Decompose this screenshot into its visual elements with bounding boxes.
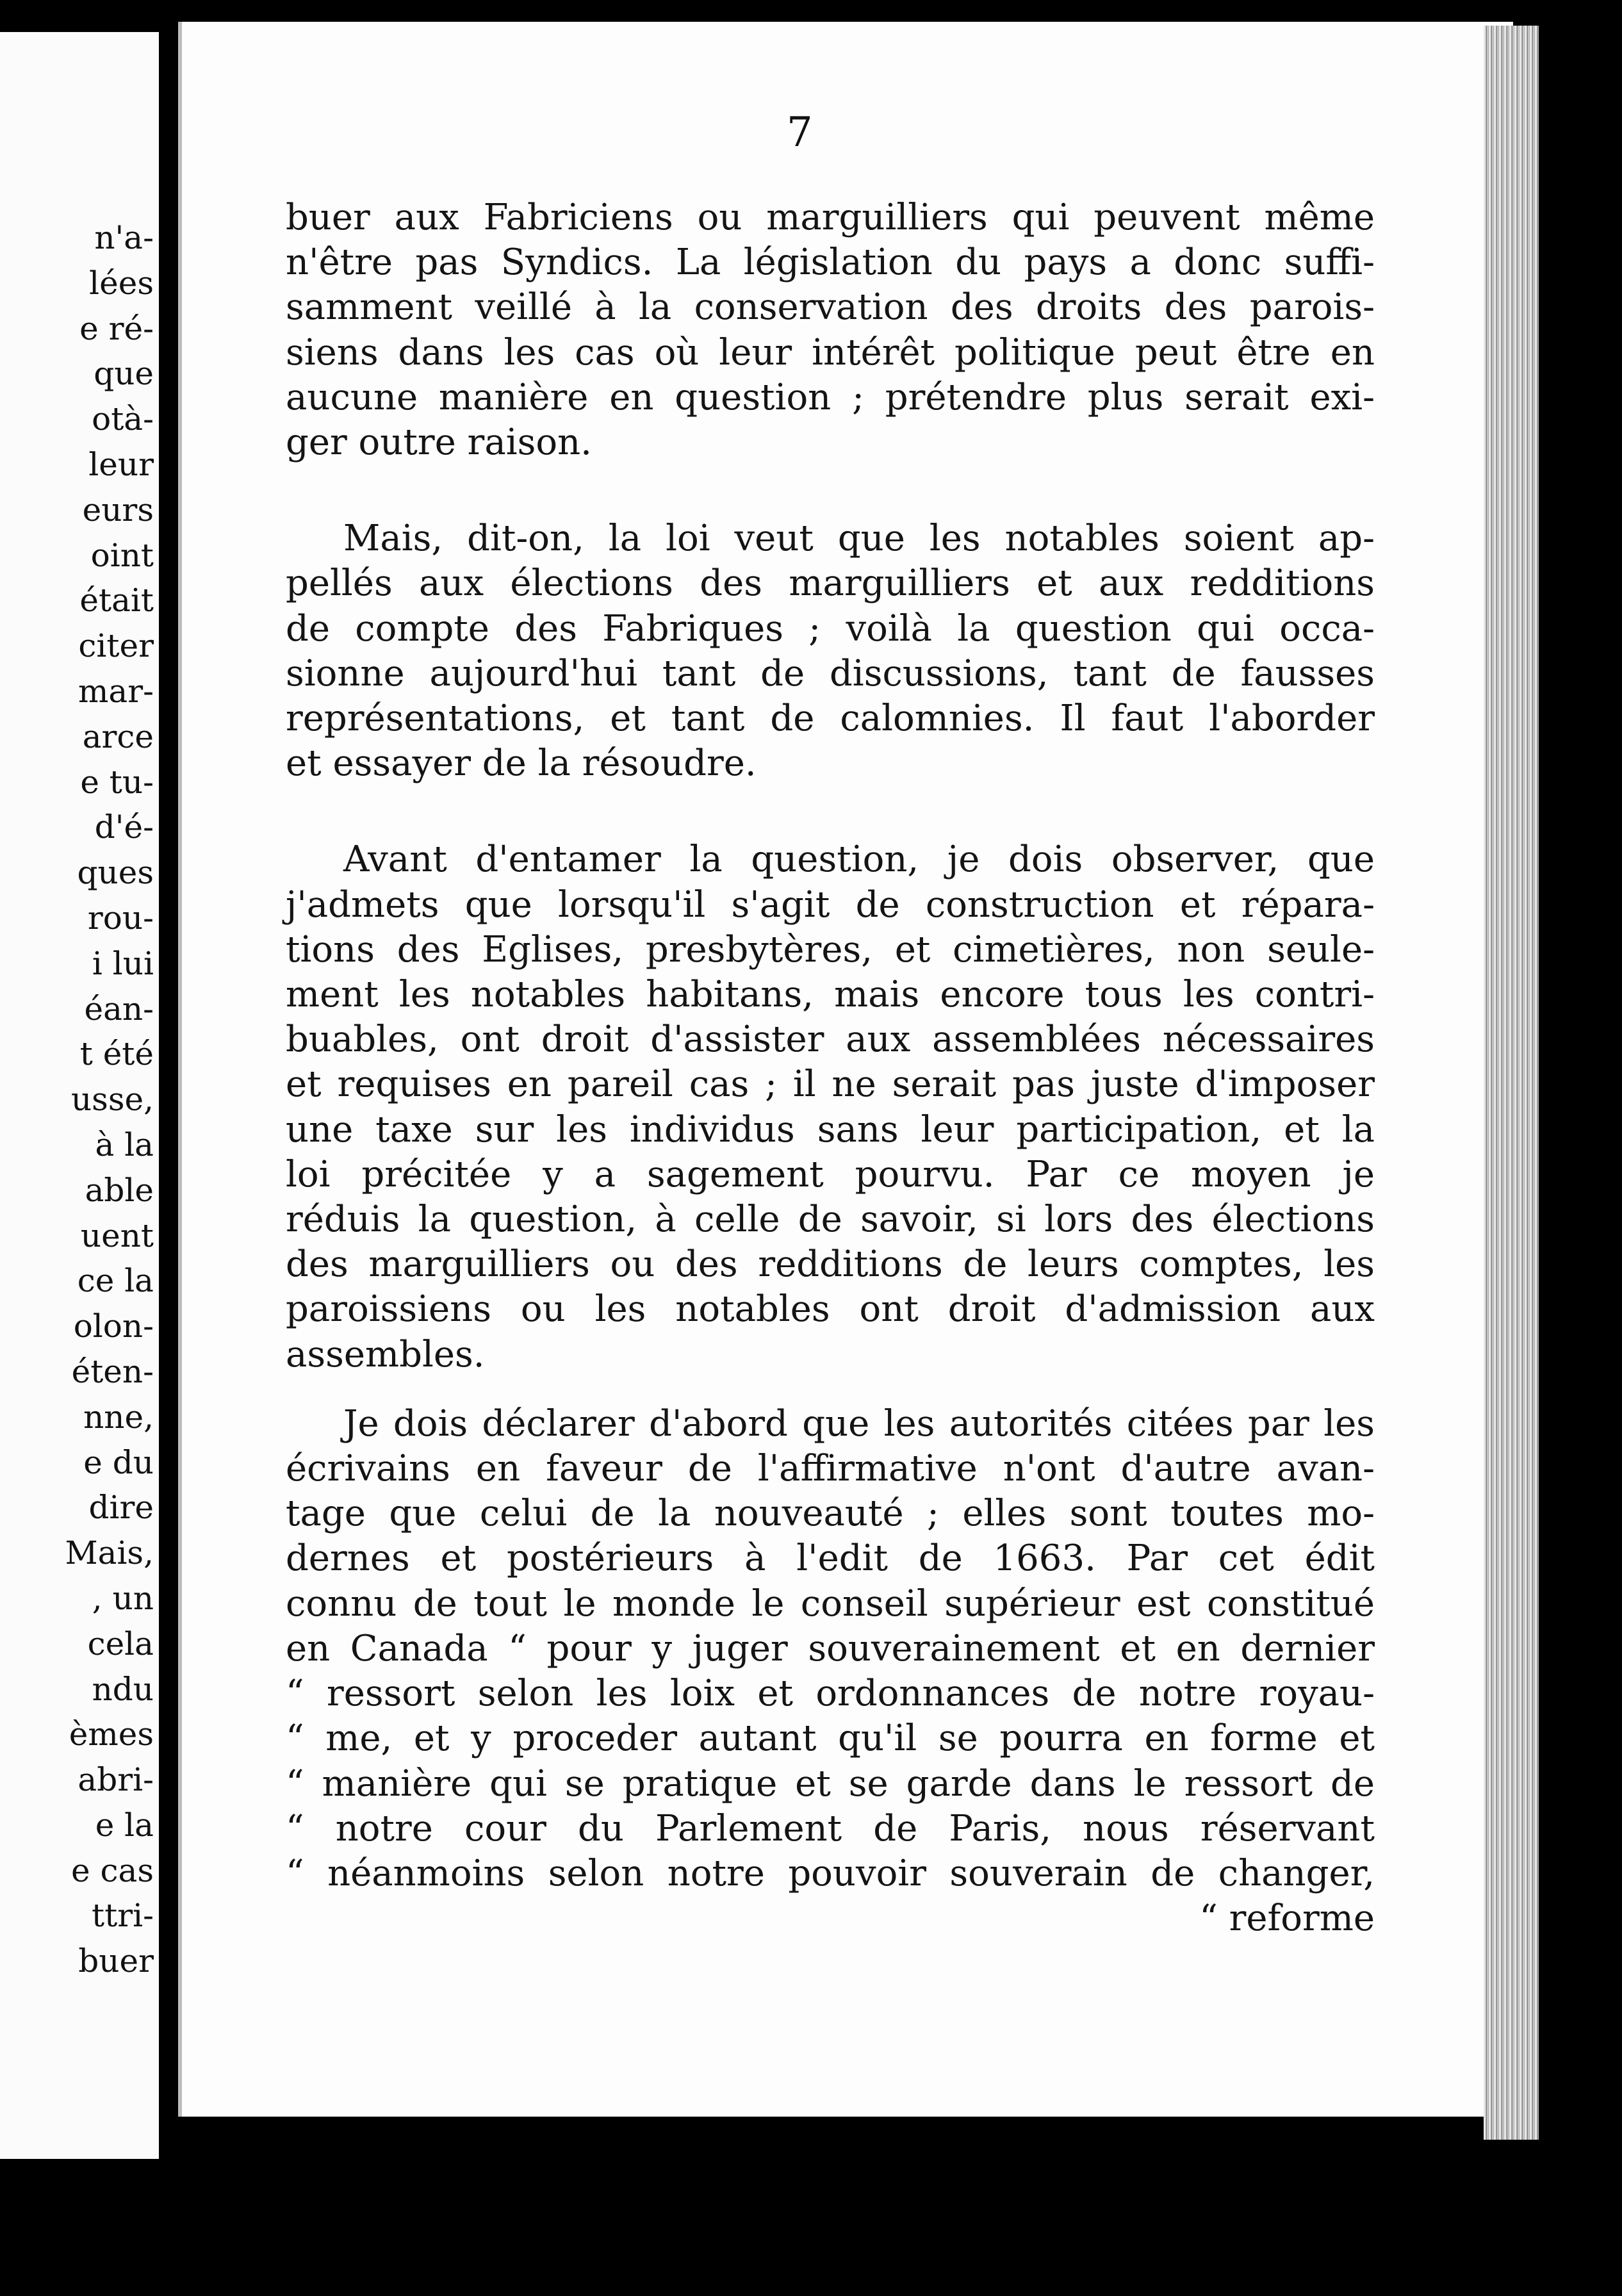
left-page-fragment: cela [87, 1625, 154, 1662]
left-page-fragment: i lui [92, 944, 154, 982]
left-facing-page [0, 32, 159, 2159]
text-line: assembles. [286, 1333, 485, 1375]
left-page-fragment: ce la [77, 1262, 154, 1300]
left-page-fragment: lées [89, 264, 154, 302]
left-page-fragment: d'é- [94, 808, 154, 846]
text-line: Avant d'entamer la question, je dois observer, que [343, 839, 1375, 881]
left-page-fragment: éten- [71, 1352, 154, 1390]
text-line: et essayer de la résoudre. [286, 742, 757, 785]
left-page-fragment: ttri- [92, 1897, 154, 1935]
text-line: et requises en pareil cas ; il ne serait pas juste d'imposer [286, 1063, 1375, 1106]
text-line: de compte des Fabriques ; voilà la question qui occa- [286, 607, 1375, 650]
left-page-fragment: e la [95, 1806, 154, 1844]
left-page-fragment: mar- [78, 672, 154, 710]
left-page-fragment: eurs [82, 491, 154, 529]
text-line: dernes et postérieurs à l'edit de 1663. Par cet édit [286, 1538, 1375, 1580]
left-page-fragment: otà- [92, 400, 154, 438]
left-page-fragment: leur [88, 445, 154, 483]
text-line: “ néanmoins selon notre pouvoir souverain de changer, [286, 1852, 1375, 1894]
left-page-fragment: e cas [71, 1851, 154, 1889]
paragraph-2 [286, 516, 1375, 786]
left-page-fragment: able [85, 1171, 154, 1209]
body-text [286, 195, 1375, 1941]
paragraph-3 [286, 837, 1375, 1377]
left-page-fragment: rou- [87, 899, 154, 937]
left-page-fragment: à la [95, 1126, 154, 1163]
left-page-fragment: abri- [78, 1761, 154, 1799]
text-line: paroissiens ou les notables ont droit d'admission aux [286, 1288, 1375, 1331]
left-page-fragment: citer [78, 627, 154, 665]
text-line: Je dois déclarer d'abord que les autorités citées par les [343, 1402, 1375, 1445]
text-line: connu de tout le monde le conseil supérieur est constitué [286, 1582, 1375, 1625]
left-page-fragment: oint [90, 536, 154, 574]
text-line: représentations, et tant de calomnies. Il faut l'aborder [286, 698, 1375, 740]
text-line: ger outre raison. [286, 422, 592, 464]
text-line: réduis la question, à celle de savoir, si lors des élections [286, 1199, 1375, 1241]
left-page-fragment: e du [83, 1443, 154, 1481]
text-line: des marguilliers ou des redditions de leurs comptes, les [286, 1243, 1375, 1286]
left-page-fragment: usse, [70, 1081, 154, 1119]
left-page-fragment: arce [82, 718, 154, 755]
text-line: une taxe sur les individus sans leur participation, et la [286, 1108, 1375, 1151]
text-line: en Canada “ pour y juger souverainement et en dernier [286, 1627, 1375, 1669]
left-page-fragment: n'a- [94, 219, 154, 256]
left-page-fragment: e ré- [79, 309, 154, 347]
text-line: samment veillé à la conservation des droits des parois- [286, 286, 1375, 329]
left-page-fragment: buer [78, 1942, 154, 1980]
book-page-edge [1484, 26, 1539, 2140]
left-page-fragment: Mais, [65, 1534, 154, 1572]
text-line: sionne aujourd'hui tant de discussions, tant de fausses [286, 652, 1375, 694]
left-page-fragment: que [94, 355, 154, 393]
text-line: n'être pas Syndics. La législation du pays a donc suffi- [286, 242, 1375, 284]
text-line: ment les notables habitans, mais encore tous les contri- [286, 974, 1375, 1016]
text-line: buables, ont droit d'assister aux assemblées nécessaires [286, 1019, 1375, 1061]
left-page-text-fragments [65, 215, 154, 1984]
text-line: tage que celui de la nouveauté ; elles sont toutes mo- [286, 1493, 1375, 1535]
left-page-fragment: olon- [73, 1308, 154, 1345]
text-line: j'admets que lorsqu'il s'agit de construction et répara- [286, 883, 1375, 926]
left-page-fragment: nne, [83, 1398, 154, 1436]
left-page-fragment: , un [92, 1579, 154, 1617]
left-page-fragment: ques [77, 854, 154, 892]
text-line: pellés aux élections des marguilliers et aux redditions [286, 562, 1375, 605]
paragraph-4 [286, 1402, 1375, 1896]
left-page-fragment: ndu [92, 1670, 154, 1708]
text-line: “ manière qui se pratique et se garde dans le ressort de [286, 1762, 1375, 1805]
left-page-fragment: éan- [84, 990, 154, 1028]
text-line: Mais, dit-on, la loi veut que les notables soient ap- [343, 518, 1375, 560]
text-line: loi précitée y a sagement pourvu. Par ce moyen je [286, 1153, 1375, 1195]
page-number: 7 [787, 109, 813, 156]
text-line: tions des Eglises, presbytères, et cimetières, non seule- [286, 928, 1375, 971]
text-line: aucune manière en question ; prétendre plus serait exi- [286, 376, 1375, 418]
left-page-fragment: était [79, 582, 154, 619]
text-line: écrivains en faveur de l'affirmative n'ont d'autre avan- [286, 1448, 1375, 1490]
left-page-fragment: e tu- [80, 763, 154, 801]
left-page-fragment: t été [79, 1035, 154, 1073]
text-line: “ notre cour du Parlement de Paris, nous réservant [286, 1807, 1375, 1849]
text-line: siens dans les cas où leur intérêt politique peut être en [286, 331, 1375, 373]
left-page-fragment: èmes [69, 1716, 154, 1753]
text-line: “ me, et y proceder autant qu'il se pourra en forme et [286, 1718, 1375, 1760]
left-page-fragment: dire [88, 1489, 154, 1527]
paragraph-1 [286, 195, 1375, 465]
text-line: buer aux Fabriciens ou marguilliers qui peuvent même [286, 197, 1375, 238]
catchword: “ reforme [1199, 1898, 1375, 1940]
left-page-fragment: uent [80, 1217, 154, 1254]
text-line: “ ressort selon les loix et ordonnances de notre royau- [286, 1673, 1375, 1715]
